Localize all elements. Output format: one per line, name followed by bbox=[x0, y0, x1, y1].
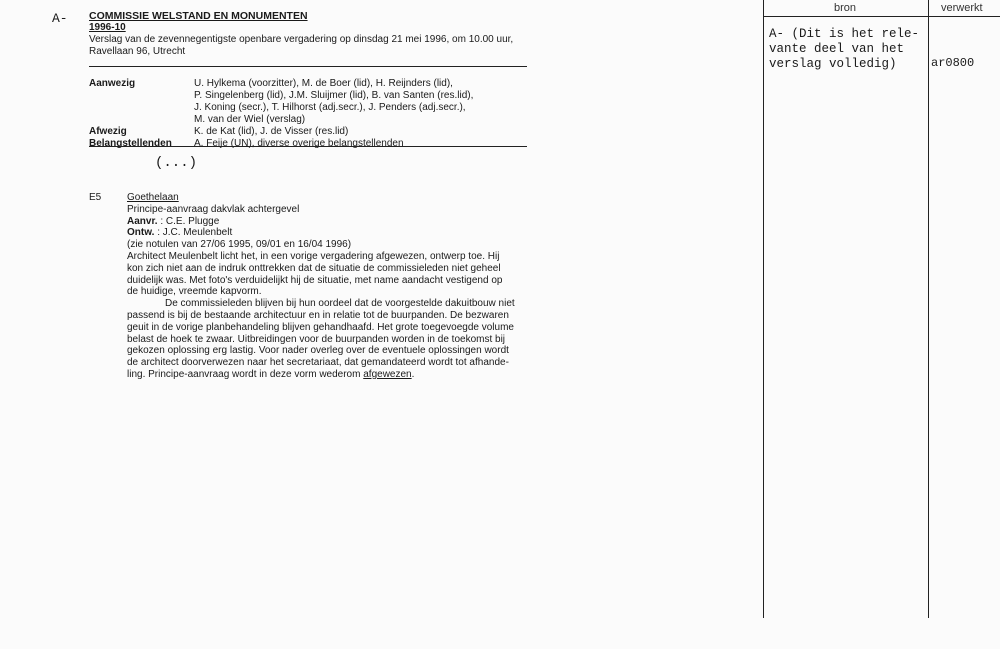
header-rule bbox=[763, 16, 1000, 17]
verwerkt-value: ar0800 bbox=[931, 56, 975, 70]
stakeholders-value: A. Feije (UN), diverse overige belangstellenden bbox=[194, 138, 404, 149]
item-subject: Principe-aanvraag dakvlak achtergevel bbox=[127, 203, 300, 215]
text-line: de architect doorverwezen naar het secretariaat, dat gemandateerd wordt tot afhande- bbox=[127, 357, 509, 369]
margin-mark: A- bbox=[52, 11, 68, 26]
present-row bbox=[89, 78, 527, 126]
intro-line-1: Verslag van de zevennegentigste openbare vergadering op dinsdag 21 mei 1996, om 10.00 uur, bbox=[89, 34, 514, 45]
verwerkt-column-border bbox=[928, 0, 929, 618]
stakeholders-row bbox=[89, 138, 527, 150]
verwerkt-header: verwerkt bbox=[941, 2, 983, 14]
item-body bbox=[127, 192, 527, 381]
text-line bbox=[127, 369, 527, 381]
absent-label: Afwezig bbox=[89, 126, 127, 137]
divider-bottom bbox=[89, 146, 527, 147]
document-title: COMMISSIE WELSTAND EN MONUMENTEN bbox=[89, 10, 308, 22]
text-line: gekozen oplossing erg lastig. Voor nader overleg over de eventuele oplossingen wordt bbox=[127, 345, 509, 357]
text-line: De commissieleden blijven bij hun oordeel dat de voorgestelde dakuitbouw niet bbox=[165, 298, 515, 310]
absent-value: K. de Kat (lid), J. de Visser (res.lid) bbox=[194, 126, 349, 137]
present-line: M. van der Wiel (verslag) bbox=[194, 114, 306, 125]
bron-note: A- (Dit is het rele- vante deel van het verslag volledig) bbox=[769, 27, 920, 71]
text-line: kon zich niet aan de indruk onttrekken dat de situatie de commissieleden niet geheel bbox=[127, 262, 501, 274]
text-line: de huidige, vreemde kapvorm. bbox=[127, 286, 262, 298]
document-header bbox=[89, 10, 527, 58]
omission-mark: (...) bbox=[155, 155, 198, 171]
document-number: 1996-10 bbox=[89, 22, 126, 33]
absent-row bbox=[89, 126, 527, 138]
present-line: U. Hylkema (voorzitter), M. de Boer (lid), H. Reijnders (lid), bbox=[194, 78, 453, 89]
paragraph-2 bbox=[127, 298, 527, 381]
present-line: P. Singelenberg (lid), J.M. Sluijmer (lid), B. van Santen (res.lid), bbox=[194, 90, 474, 101]
divider-top bbox=[89, 66, 527, 67]
designer-label: Ontw. bbox=[127, 227, 155, 239]
text-line: duidelijk was. Met foto's verduidelijkt hij de situatie, met name aandacht vestigend op bbox=[127, 274, 503, 286]
paragraph-1 bbox=[127, 251, 527, 298]
last-line-suffix: . bbox=[411, 368, 415, 380]
item-reference: (zie notulen van 27/06 1995, 09/01 en 16/04 1996) bbox=[127, 239, 352, 251]
last-line-prefix: ling. Principe-aanvraag wordt in deze vorm wederom bbox=[127, 368, 364, 380]
bron-header: bron bbox=[834, 2, 857, 14]
intro-line-2: Ravellaan 96, Utrecht bbox=[89, 46, 186, 57]
text-line: passend is bij de bestaande architectuur en in relatie tot de buurpanden. De bezwaren bbox=[127, 309, 509, 321]
item-code: E5 bbox=[89, 192, 102, 203]
decision-word: afgewezen bbox=[363, 368, 412, 380]
text-line: Architect Meulenbelt licht het, in een vorige vergadering afgewezen, ontwerp toe. Hij bbox=[127, 250, 500, 262]
stakeholders-label: Belangstellenden bbox=[89, 138, 172, 149]
designer-value: : J.C. Meulenbelt bbox=[157, 227, 233, 239]
attendance-block bbox=[89, 78, 527, 150]
applicant-row bbox=[127, 216, 527, 228]
bron-column-border bbox=[763, 0, 764, 618]
present-list bbox=[194, 78, 527, 126]
text-line: belast de hoek te zwaar. Uitbreidingen voor de buurpanden worden in de toekomst bij bbox=[127, 333, 506, 345]
present-line: J. Koning (secr.), T. Hilhorst (adj.secr.), J. Penders (adj.secr.), bbox=[194, 102, 466, 113]
applicant-value: : C.E. Plugge bbox=[160, 215, 220, 227]
applicant-label: Aanvr. bbox=[127, 215, 158, 227]
present-label: Aanwezig bbox=[89, 78, 136, 89]
item-location: Goethelaan bbox=[127, 192, 179, 203]
text-line: geuit in de vorige planbehandeling blijven gehandhaafd. Het grote toegevoegde volume bbox=[127, 321, 514, 333]
designer-row bbox=[127, 227, 527, 239]
